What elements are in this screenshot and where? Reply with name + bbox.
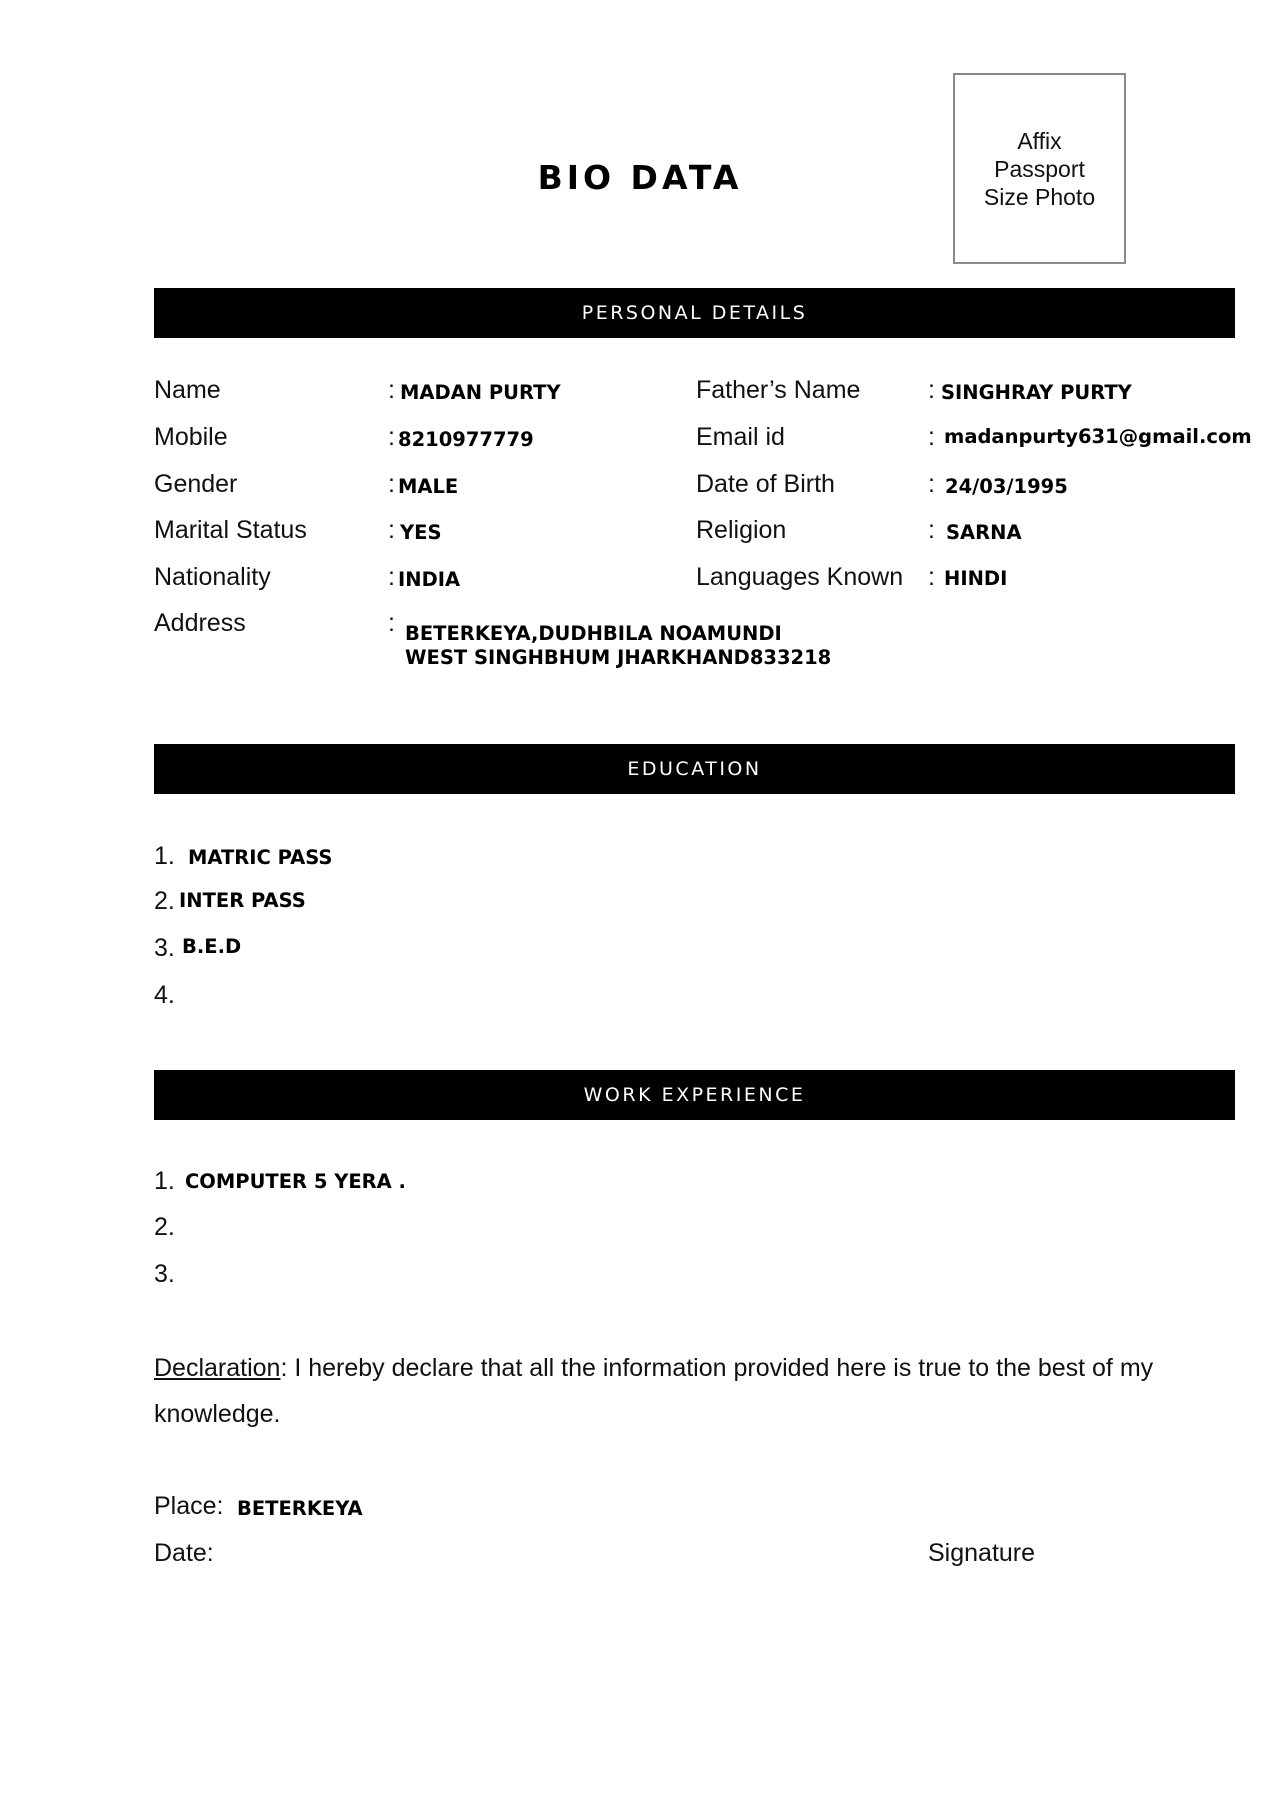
- colon: :: [928, 563, 935, 591]
- label-marital-status: Marital Status: [154, 516, 307, 544]
- value-marital-status: YES: [400, 521, 442, 544]
- value-fathers-name: SINGHRAY PURTY: [941, 381, 1132, 404]
- education-number: 3.: [154, 934, 175, 962]
- label-date-of-birth: Date of Birth: [696, 470, 835, 498]
- colon: :: [388, 470, 395, 498]
- value-address-line2: WEST SINGHBHUM JHARKHAND833218: [405, 646, 832, 669]
- value-religion: SARNA: [946, 521, 1022, 544]
- value-date-of-birth: 24/03/1995: [945, 475, 1068, 498]
- photo-placeholder: [953, 73, 1126, 264]
- education-item: MATRIC PASS: [188, 846, 333, 869]
- work-number: 1.: [154, 1167, 175, 1195]
- label-gender: Gender: [154, 470, 238, 498]
- work-item: COMPUTER 5 YERA .: [185, 1170, 406, 1193]
- label-email: Email id: [696, 423, 785, 451]
- value-name: MADAN PURTY: [400, 381, 561, 404]
- colon: :: [928, 470, 935, 498]
- colon: :: [928, 376, 935, 404]
- work-number: 3.: [154, 1260, 175, 1288]
- section-header-personal: PERSONAL DETAILS: [154, 288, 1235, 338]
- value-address-line1: BETERKEYA,DUDHBILA NOAMUNDI: [405, 622, 782, 645]
- education-item: B.E.D: [182, 935, 242, 958]
- label-fathers-name: Father’s Name: [696, 376, 861, 404]
- section-header-education: EDUCATION: [154, 744, 1235, 794]
- education-number: 1.: [154, 842, 175, 870]
- value-gender: MALE: [398, 475, 459, 498]
- education-item: INTER PASS: [179, 889, 306, 912]
- value-mobile: 8210977779: [398, 428, 534, 451]
- page-title: BIO DATA: [537, 158, 743, 197]
- label-languages-known: Languages Known: [696, 563, 904, 591]
- declaration-text: : I hereby declare that all the information provided here is true to the best of my knowledge.: [154, 1354, 1154, 1428]
- label-name: Name: [154, 376, 221, 404]
- photo-placeholder-text: Affix Passport Size Photo: [983, 127, 1096, 210]
- colon: :: [388, 563, 395, 591]
- education-number: 4.: [154, 981, 175, 1009]
- label-address: Address: [154, 609, 246, 637]
- colon: :: [388, 516, 395, 544]
- label-nationality: Nationality: [154, 563, 271, 591]
- value-languages-known: HINDI: [944, 567, 1008, 590]
- section-header-work-experience: WORK EXPERIENCE: [154, 1070, 1235, 1120]
- colon: :: [928, 423, 935, 451]
- colon: :: [388, 423, 395, 451]
- date-label: Date:: [154, 1539, 214, 1567]
- colon: :: [388, 609, 395, 637]
- label-religion: Religion: [696, 516, 787, 544]
- label-mobile: Mobile: [154, 423, 228, 451]
- signature-label: Signature: [928, 1539, 1036, 1567]
- declaration: [154, 1345, 1154, 1437]
- work-number: 2.: [154, 1213, 175, 1241]
- education-number: 2.: [154, 887, 175, 915]
- value-email: madanpurty631@gmail.com: [944, 425, 1252, 448]
- colon: :: [388, 376, 395, 404]
- place-label: Place:: [154, 1492, 224, 1520]
- declaration-label: Declaration: [154, 1354, 281, 1382]
- colon: :: [928, 516, 935, 544]
- place-value: BETERKEYA: [237, 1497, 363, 1520]
- value-nationality: INDIA: [398, 568, 461, 591]
